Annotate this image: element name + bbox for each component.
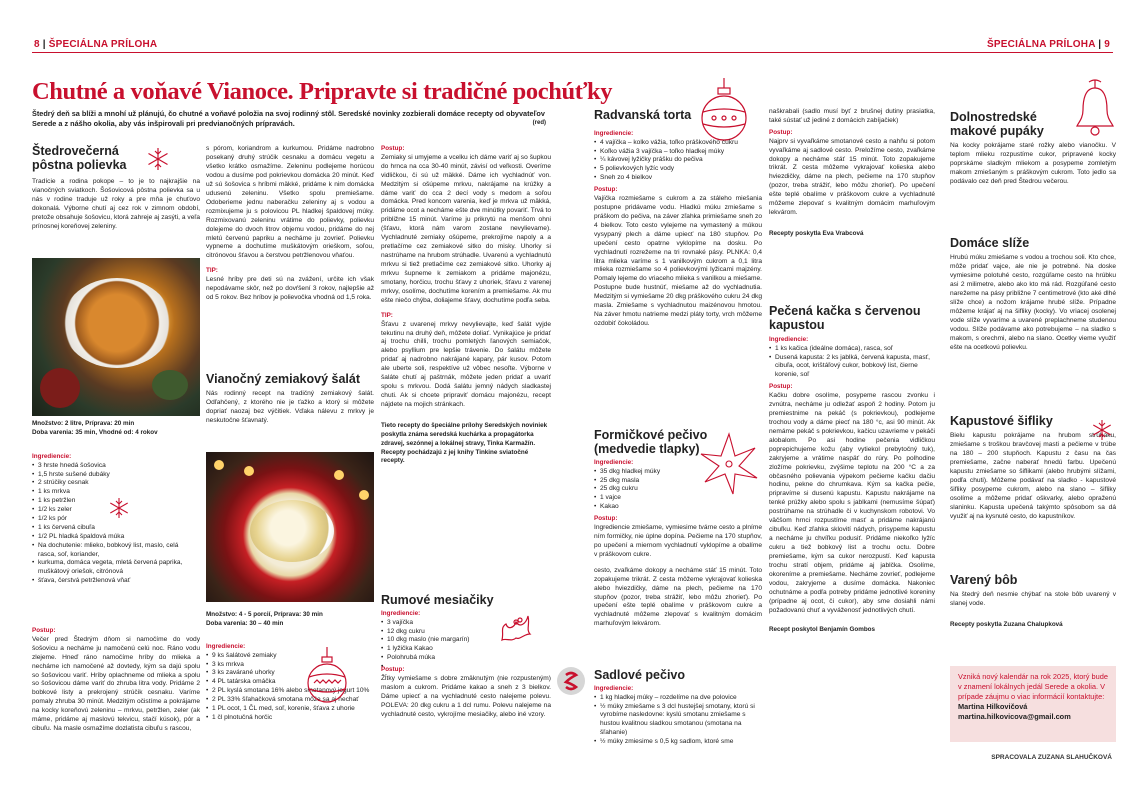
- salad-continued: [381, 145, 551, 466]
- header-rule: [32, 52, 1113, 53]
- salad-tip-text: Šťavu z uvarenej mrkvy nevylievajte, keď šalát vyjde tekutinu na druhý deň, môžete doliať. Vynikajúce je pridať aj trochu chilli, trochu pomletých ľanových semiačok, alebo psyllium pre lepšie trávenie. Do šalátu môžete pridať aj nadrobno nakrájané kapary, pár kusov. Potom ale uberte soli, respektíve už vôbec nesoľte. Výborne v šaláte chutí aj paštrnák, môžete jeden pridať a uvariť spolu s mrkvou. Dodá šalátu jemný nádych sladkastej chuti. Ak si chcete pripraviť domácu majonézu, recept nájdete na mojich stránkach.: [381, 320, 551, 409]
- soup-meta-cooking: Doba varenia: 35 min, Vhodné od: 4 rokov: [32, 428, 158, 436]
- ingredient-item: • 1 lyžička Kakao: [381, 645, 551, 654]
- ingredient-item: • ½ múky zmiešame s 3 dcl hustejšej smotany, ktorú si vyrobíme nasledovne: kyslú smotanu zmiešame s hustou kvalitnou sladkou smotanou (smotana na šľahanie): [594, 703, 762, 739]
- torta-article: [594, 108, 762, 329]
- slize-title: Domáce slíže: [950, 236, 1030, 250]
- salad-ing-label: Ingrediencie:: [206, 643, 246, 650]
- slize-article: [950, 236, 1116, 352]
- bear-title: Formičkové pečivo (medvedie tlapky): [594, 428, 708, 456]
- ingredient-item: • 25 dkg cukru: [594, 485, 762, 494]
- soup-tip-label: TIP:: [206, 267, 218, 275]
- salad-meta-quantity: Množstvo: 4 - 5 porcií, Príprava: 30 min: [206, 611, 323, 618]
- ingredient-item: • ¼ kávovej lyžičky prášku do pečiva: [594, 156, 762, 165]
- duck-proc-label: Postup:: [769, 383, 793, 391]
- christmas-bauble-icon: [306, 647, 348, 707]
- section-title-left: ŠPECIÁLNA PRÍLOHA: [48, 39, 158, 50]
- headline: Chutné a voňavé Vianoce. Pripravte si tradičné pochúťky: [32, 78, 613, 105]
- moons-title: Rumové mesiačiky: [381, 593, 494, 607]
- soup-title: Štedrovečerná pôstna polievka: [32, 144, 127, 172]
- ingredient-item: • 35 dkg hladkej múky: [594, 468, 762, 477]
- publisher-logo: [556, 666, 586, 696]
- soup-ing-label: Ingrediencie:: [32, 453, 72, 460]
- moons-proc-label: Postup:: [381, 666, 405, 674]
- section-title-right: ŠPECIÁLNA PRÍLOHA: [987, 39, 1096, 50]
- salad-proc-label: Postup:: [381, 145, 405, 152]
- ingredient-item: • 2 PL 33% šľahačková smotana môže sa aj nechať: [206, 696, 374, 705]
- ingredient-item: • kurkuma, domáca vegeta, mletá červená paprika, muškátový oriešok, citrónová: [32, 559, 197, 577]
- salad-credit: Tieto recepty do špeciálne prílohy Seredských noviniek poskytla známa seredská kuchárka a propagátorka zdravej, sezónnej a lokálnej stravy, Tinka Karmažín. Recepty pochádzajú z jej knihy Tinkine sviatočné recepty.: [381, 422, 548, 465]
- footer-credit: SPRACOVALA ZUZANA SLAHUČKOVÁ: [991, 754, 1112, 761]
- bear-procedure-continued: cesto, zvaľkáme dokopy a necháme stáť 15 minút. Toto zopakujeme trikrát. Z cesta môžeme vykrajovať kolieska alebo hviezdičky, dáme na plech, pečieme na 170 stupňov (pozor, treba strážiť, lebo môžu zhorieť). Po upečení ešte teplé obalíme v práškovom cukre a vychladnuté môžeme zlepovať s kvalitným domácim marhuľovým lekvárom.: [594, 566, 762, 628]
- lard-title: Sadlové pečivo: [594, 668, 686, 682]
- ingredient-item: • 2 PL kyslá smotana 16% alebo smotanový jogurt 10%: [206, 687, 374, 696]
- ingredient-item: • Polohrubá múka: [381, 654, 551, 663]
- ingredient-item: • 2 strúčiky cesnak: [32, 479, 197, 488]
- moons-ing-label: Ingrediencie:: [381, 610, 421, 617]
- lard-ingredient-list: [594, 694, 762, 747]
- salad-meta: [206, 611, 374, 628]
- snowflake-icon: [107, 496, 131, 520]
- bob-text: Na štedrý deň nesmie chýbať na stole bôb uvarený v slanej vode.: [950, 591, 1116, 607]
- salad-title: Vianočný zemiakový šalát: [206, 372, 361, 386]
- ingredient-item: • Na dochutenie: mlieko, bobkový list, maslo, celá rasca, soľ, koriander,: [32, 542, 197, 560]
- duck-title: Pečená kačka s červenou kapustou: [769, 304, 921, 332]
- ingredient-item: • 1 ks mrkva: [32, 488, 197, 497]
- bob-credit: Recepty poskytla Zuzana Chalupková: [950, 620, 1063, 628]
- ingredient-item: • 5 polievkových lyžíc vody: [594, 165, 762, 174]
- soup-procedure: [32, 624, 200, 734]
- ingredient-item: • 25 dkg masla: [594, 477, 762, 486]
- salad-meta-cooking: Doba varenia: 30 – 40 min: [206, 619, 284, 627]
- ingredient-item: • Kakao: [594, 503, 762, 512]
- salad-article: [206, 372, 374, 426]
- pupaky-article: [950, 110, 1116, 187]
- ingredient-item: • 1/2 ks zeler: [32, 506, 197, 515]
- soup-meta: [32, 420, 202, 437]
- notice-text: Vzniká nový kalendár na rok 2025, ktorý bude v znamení lokálnych jedál Serede a okolia. V prípade záujmu o viac informácií kontaktujte:: [958, 672, 1108, 701]
- bob-title: Varený bôb: [950, 573, 1018, 587]
- duck-procedure-text: Kačku dobre osolíme, posypeme rascou zvonku i zvnútra, necháme ju odležať aspoň 2 hodiny. Potom ju premiestnime na pekáč (s pokrievkou), podlejeme trochou vody a dáme piecť na 180 °c, asi 90 minút. Ak nemáme pekáč s pokrievkou, kačicu uzavrieme v pekáči alobalom. Po asi hodine pečenia vidličkou poprepichujeme kožu (aby vytiekol prebytočný tuk), zakryjeme a vrátime naspäť do rúry. Po polhodine zložíme pokrievku, zvýšime teplotu na 200 °C a za občasného polievania výpekom pečieme kačku dačiu hodinu, pekne do chrumkava. Kým sa kačka pečie, pripravíme si dusenú kapustu. Kapustu nakrájame na tenké prúžky alebo spolu s jablkami (nemusíme šúpať) postrúhame na strúhadle či v kuchynskom robotovi. Vo väčšom hrnci rozpustíme masť a pridáme nakrájanú cibuľku. Keď zľahka sklovití nádych, prisypeme kapustu a necháme ju chvíľku podusiť. Pridáme niekoľko lyžíc cukru a tiež bobkový list a trochu octu. Dobre premiešame, kým sa cukor nerozpustí. Keď kapusta trochu stratí objem, pridáme aj jablčka. Osolíme, okoreníme a premiešame. Necháme zovrieť, podlejeme vodou, zakryjeme a dusíme domácka. Nakoniec ochutnáme a podľa potreby pridáme jednotlivé koreniny (prípadne aj ocot, či cukor), aby sme dosiahli námi požadovanú chuť a vyváženosť jednotlivých chutí.: [769, 391, 935, 614]
- lard-article: [594, 668, 762, 747]
- ingredient-item: • 1/2 PL hladká špaldová múka: [32, 533, 197, 542]
- lard-procedure-text: Najprv si vyvaľkáme smotanové cesto a nahňu si potom vyvaľkáme aj sadlové cesto. Preložíme cesto, zvaľkáme dokopy a necháme stáť 15 minút. Toto zopakujeme trikrát. Z cesta môžeme vykrajovať kolieska alebo hviezdičky, dáme na plech, pečieme na 170 stupňov (pozor, treba strážiť, lebo môžu zhorieť). Po upečení ešte teplé obalíme v práškovom cukre a vychladnuté môžeme zlepovať s kvalitným domácim marhuľovým lekvárom.: [769, 137, 935, 217]
- ingredient-item: • Dusená kapusta: 2 ks jablká, červená kapusta, masť, cibuľa, ocot, krištáľový cukor, bobkový list, čierne korenie, soľ: [769, 354, 935, 381]
- salad-intro: Nás rodinný recept na tradičný zemiakový šalát. Odľahčený, z ktorého nie je ťažko a ktorý si môžete dopriať naozaj bez výčitiek. Vďaka nálevu z mrkvy je neskutočne šťavnatý.: [206, 390, 374, 424]
- pupaky-title: Dolnostredské makové pupáky: [950, 110, 1044, 138]
- soup-procedure-text: Večer pred Štedrým dňom si namočíme do vody šošovicu a necháme ju namočenú celú noc. Ráno vodu zlejeme. Hneď ráno namočíme hríby do mlieka a necháme ich namočené až dovtedy, kým sa dajú spolu so šošovicou variť. Hríby oplachneme od mlieka a spolu so šošovicou dáme variť do zhruba litra vody. Pridáme 2 bobkové listy a prekrojený strúčik cesnaku. Varíme pomaly zhruba 30 minút. Medzitým očistíme a pokrájame na kocky koreňovú zeleninu – mrkvu, petržlen, zeler (ak máme, pridáme aj maslovú tekvicu, stačí kúsok), pór a cibuľu. Na masle osmažíme dozlatista cibuľu s rascou,: [32, 635, 200, 733]
- bear-ing-label: Ingrediencie:: [594, 459, 634, 466]
- duck-article: [769, 304, 935, 635]
- sifliky-text: Bielu kapustu pokrájame na hrubom strúhaku, zmiešame s troškou bravčovej masti a pečieme v trúbe na 180 – 200 stupňoch. Kapustu z času na čas premiešame, začne naberať hnedú farbu. Upečenú kapustu zmiešame so šiflikami (alebo hrubými slížami, podľa chuti). Môžeme podávať na sladko - kapustové šifliky posypeme cukrom, alebo na slano – šifliky osolíme a môžeme pridať oškvarky, alebo opraženú slaninku. Kapusta upečená takýmto spôsobom sa dá využiť aj na kysnuté cesto, do kapustníkov.: [950, 432, 1116, 520]
- ingredient-item: • 3 vajíčka: [381, 619, 551, 628]
- soup-meta-quantity: Množstvo: 2 litre, Príprava: 20 min: [32, 420, 135, 427]
- ingredient-item: • 1 čl plnotučná horčic: [206, 714, 374, 723]
- lard-ing-label: Ingrediencie:: [594, 685, 634, 692]
- salad-procedure-text: Zemiaky si umyjeme a vcelku ich dáme variť aj so šupkou do hrnca na cca 30-40 minút, závisí od veľkosti. Overíme vidličkou, či sú už mäkké. Dáme ich vychladnúť von. Medzitým si ošúpeme mrkvu, nakrájame na krúžky a dáme variť do cca 2 decí vody s medom a soľou domácka. Pred koncom varenia, keď je mrkva už mäkká, pridáme ocot a necháme ešte dve minútky povariť. Trvá to približne 15 minút. Varíme ju prikrytú na menšom ohni (šťavu, ktorá nám varom zostane nevylievame). Vychladnuté zemiaky ošúpeme, prekrojíme napoly a a pretlačíme cez zemiakové sitko do misky. Uhorky si nastrúhame na hrubom strúhadle. Uvarenú a vychladnutú mrkvu si tiež pretlačíme cez zemiakové sitko. Uhorky aj mrkvu šupneme k zemiakom a pridáme majonézu, smotany, horčicu, trochu šťavy z uhoriek, šťavu z varenej mrkvy, osolíme, dochutíme korením a premiešame. Ak mu ešte niečo chýba, doliajeme šťavy, dochutíme podľa seba.: [381, 153, 551, 304]
- ingredient-item: • Koľko vážia 3 vajíčka – toľko hladkej múky: [594, 148, 762, 157]
- ingredient-item: • 12 dkg cukru: [381, 628, 551, 637]
- soup-procedure-continued: s pórom, koriandrom a kurkumou. Pridáme nadrobno posekaný druhý strúčik cesnaku a domácu vegetu a všetko krátko osmažíme. Zeleninu podlejeme horúcou vodou a dusíme pod pokrievkou domácka 20 minút. Keď už sú šošovica s hríbmi mäkké, pridáme k nim domácka udusenú zeleninu. Všetko spolu premiešame. Odoberieme jednu naberačku zeleniny aj s vodou a rozmixujeme ju s polovicou PL hladkej špaldovej múky. Rozmixovanú zeleninu vrátime do polievky, polievku dolejeme do dvoch litrov objemu vodou, pridáme do nej mletú červenú papriku a necháme ju zovrieť. Polievku vypneme a dochutíme muškátovým orieškom, soľou, citrónovou šťavou a čerstvou petržlenovou vňaťou.: [206, 145, 374, 260]
- soup-proc-label: Postup:: [32, 627, 56, 634]
- page-number-left: 8: [34, 39, 40, 50]
- duck-credit: Recept poskytol Benjamín Gombos: [769, 625, 876, 633]
- ingredient-item: • 1 ks petržlen: [32, 497, 197, 506]
- lead-paragraph: Štedrý deň sa blíži a mnohí už plánujú, čo chutné a voňavé položia na svoj rodinný stôl. Seredské novinky zozbierali domáce recepty od obyvateľov Serede a z nášho okolia, aby vás inšpirovali pri predvianočných prípravách. (red): [32, 109, 546, 128]
- holly-leaf-icon: [498, 610, 534, 646]
- bear-proc-label: Postup:: [594, 515, 618, 523]
- ingredient-item: • 4 vajíčka – kolko vážia, toľko práškového cukru: [594, 139, 762, 148]
- ingredient-item: • 3 ks zavárané uhorky: [206, 669, 374, 678]
- salad-ingredients: [206, 640, 374, 723]
- notice-contact-name: Martina Hilkovičová: [958, 701, 1028, 711]
- duck-ing-label: Ingrediencie:: [769, 336, 809, 343]
- ingredient-item: • 4 PL tatárska omáčka: [206, 678, 374, 687]
- lard-proc-label: Postup:: [769, 128, 793, 136]
- ingredient-item: • 1 kg hladkej múky – rozdelíme na dve polovice: [594, 694, 762, 703]
- ingredient-item: • 1 ks kačica (ideálne domáca), rasca, soľ: [769, 345, 935, 354]
- ingredient-item: • 1 vajce: [594, 494, 762, 503]
- duck-ingredient-list: [769, 345, 935, 381]
- page-header-right: ŠPECIÁLNA PRÍLOHA | 9: [987, 39, 1110, 50]
- poinsettia-icon: [696, 431, 762, 497]
- sifliky-title: Kapustové šifliky: [950, 414, 1053, 428]
- page-number-right: 9: [1104, 39, 1110, 50]
- ingredient-item: • 10 dkg maslo (nie margarín): [381, 636, 551, 645]
- soup-ingredient-list: [32, 462, 197, 586]
- moons-procedure-text: Žĺtky vymiešame s dobre zmäknutým (nie rozpusteným) maslom a cukrom. Pridáme kakao a sneh z 3 bielkov. Dáme upiecť a na vychladnuté cesto nalejeme polevu. POLEVA: 20 dkg cukru a 1 dcl rumu. Polevu nalejeme na vychladnuté cesto, vykrojíme mesiačiky, alebo iné vzory.: [381, 674, 551, 718]
- snowflake-icon: [1090, 418, 1114, 442]
- bob-article: [950, 573, 1116, 630]
- lead-signature: (red): [532, 119, 546, 126]
- torta-credit: Recepty poskytla Eva Vrabcová: [769, 230, 864, 238]
- lard-ingredient-continued: naškrabali (sadlo musí byť z brušnej dutiny prasiatka, také sústať už jediné z domácich zabíjačiek): [769, 108, 935, 124]
- torta-title: Radvanská torta: [594, 108, 692, 122]
- snowflake-icon: [145, 146, 171, 172]
- ingredient-item: • 1/2 ks pór: [32, 515, 197, 524]
- calendar-notice: [950, 666, 1116, 742]
- notice-contact-email[interactable]: martina.hilkovicova@gmail.com: [958, 711, 1071, 721]
- ingredient-item: • šťava, čerstvá petržlenová vňať: [32, 577, 197, 586]
- ingredient-item: • Sneh zo 4 bielkov: [594, 174, 762, 183]
- torta-proc-label: Postup:: [594, 186, 618, 194]
- soup-photo: [32, 258, 200, 416]
- pupaky-text: Na kocky pokrájame staré rožky alebo vianočku. V teplom mlieku rozpustíme cukor, pripravené kocky poprskáme sladkým mliekom a posypeme zomletým makom zmiešaným s práškovým cukrom. Toto jedlo sa podávalo cez deň pred Štedrou večerou.: [950, 142, 1116, 185]
- torta-ingredient-list: [594, 139, 762, 183]
- ingredient-item: • 3 hrste hnedá šošovica: [32, 462, 197, 471]
- torta-continued: [769, 108, 935, 239]
- bear-procedure-text: Ingrediencie zmiešame, vymiesime tvárne cesto a plníme ním formičky, nie úplne dopína. Pečieme na 170 stupňov, po upečení a miernom vychladnutí vyklopíme a obalíme v práškovom cukre.: [594, 523, 762, 558]
- soup-tip-text: Lesné hríby pre deti sú na zvážení, určite ich však nepodávame skôr, než po dovŕšení 3 rokov, najlepšie až od 5 rokov. Bez hríbov je polievočka vhodná od 1,5 roka.: [206, 276, 374, 301]
- ingredient-item: • 1 ks červená cibuľa: [32, 524, 197, 533]
- salad-ingredient-list: [206, 652, 374, 723]
- salad-photo: [206, 452, 374, 602]
- slize-text: Hrubú múku zmiešame s vodou a trochou soli. Kto chce, môže pridať vajce, ale nie je potrebné. Na doske vymiesime polotuhé cesto, rozgúľame cesto na hrúbku asi 2 milimetre, alebo ako kto má rád. Rozgúľané cesto narežeme na pásy približne 7 centimetrové (kto aké dlhé slíže chce) a nožom krájame hrubé slíže. Prípadne môžeme krájať aj na šifliky (kocky). Vo vriacej osolenej vode slíže vyvaríme a uvarené preplachneme studenou vodou. Slíže podávame ako potrebujeme – na sladko s makom, s orechmi, alebo na slano. Ocetky vieme využiť ešte na ocetkovú polievku.: [950, 254, 1116, 351]
- ingredient-item: • ½ múky zmiesime s 0,5 kg sadlom, ktoré sme: [594, 738, 762, 747]
- salad-tip-label: TIP:: [381, 311, 393, 319]
- ingredient-item: • 3 ks mrkva: [206, 661, 374, 670]
- ingredient-item: • 1 PL ocot, 1 ČL med, soľ, korenie, šťava z uhorie: [206, 705, 374, 714]
- soup-article: [32, 144, 200, 232]
- torta-procedure-text: Vajíčka rozmiešame s cukrom a za stáleho miešania postupne pridávame vodu. Hladkú múku zmiešame s práškom do pečiva, na záver zľahka primiešame sneh zo 4 bielkov. Toto cesto vylejeme na vymastený a múkou vysypaný plech a dáme upiecť na 180 stupňov. Po upečení cesto opatrne vyklopíme na dosku. Po vychladnutí rozrežeme na tri rovnaké pásy. PLNKA: 0,4 litra mlieka varíme s 1 vanilkovým cukrom a 0,1 litra mlieka rozmiešame so 4 polievkovými lyžicami majzény. Pomaly lejeme do vriaceho mlieka s vanilkou a miešame. Postupne bude hustnúť, miešame až do vychladnutia. Medzitým si vymiešame 20 dkg práškového cukru 24 dkg masla. Zmiešame s vychladnutou maizénovou hmotou. Na záver hmotu natrieme medzi pláty torty, vrch môžeme ozdobiť čokoládou.: [594, 194, 762, 328]
- torta-ing-label: Ingrediencie:: [594, 130, 634, 137]
- page-header-left: 8 | ŠPECIÁLNA PRÍLOHA: [34, 39, 158, 50]
- ingredient-item: • 1,5 hrste sušené dubáky: [32, 471, 197, 480]
- soup-intro: Tradície a rodina pokope – to je to najkrajšie na vianočných sviatkoch. Šošovicová pôstna polievka sa u nás v rodine traduje už roky a pre mňa je chuťovo dokonalá. Výborne chutí aj cez rok v zimnom období, pretože obsahuje šošovicu, ktorá zahreje aj zasýti, a veľa prínosnej koreňovej zeleniny.: [32, 178, 200, 230]
- soup-continued: [206, 145, 374, 303]
- ingredient-item: • 9 ks šalátové zemiaky: [206, 652, 374, 661]
